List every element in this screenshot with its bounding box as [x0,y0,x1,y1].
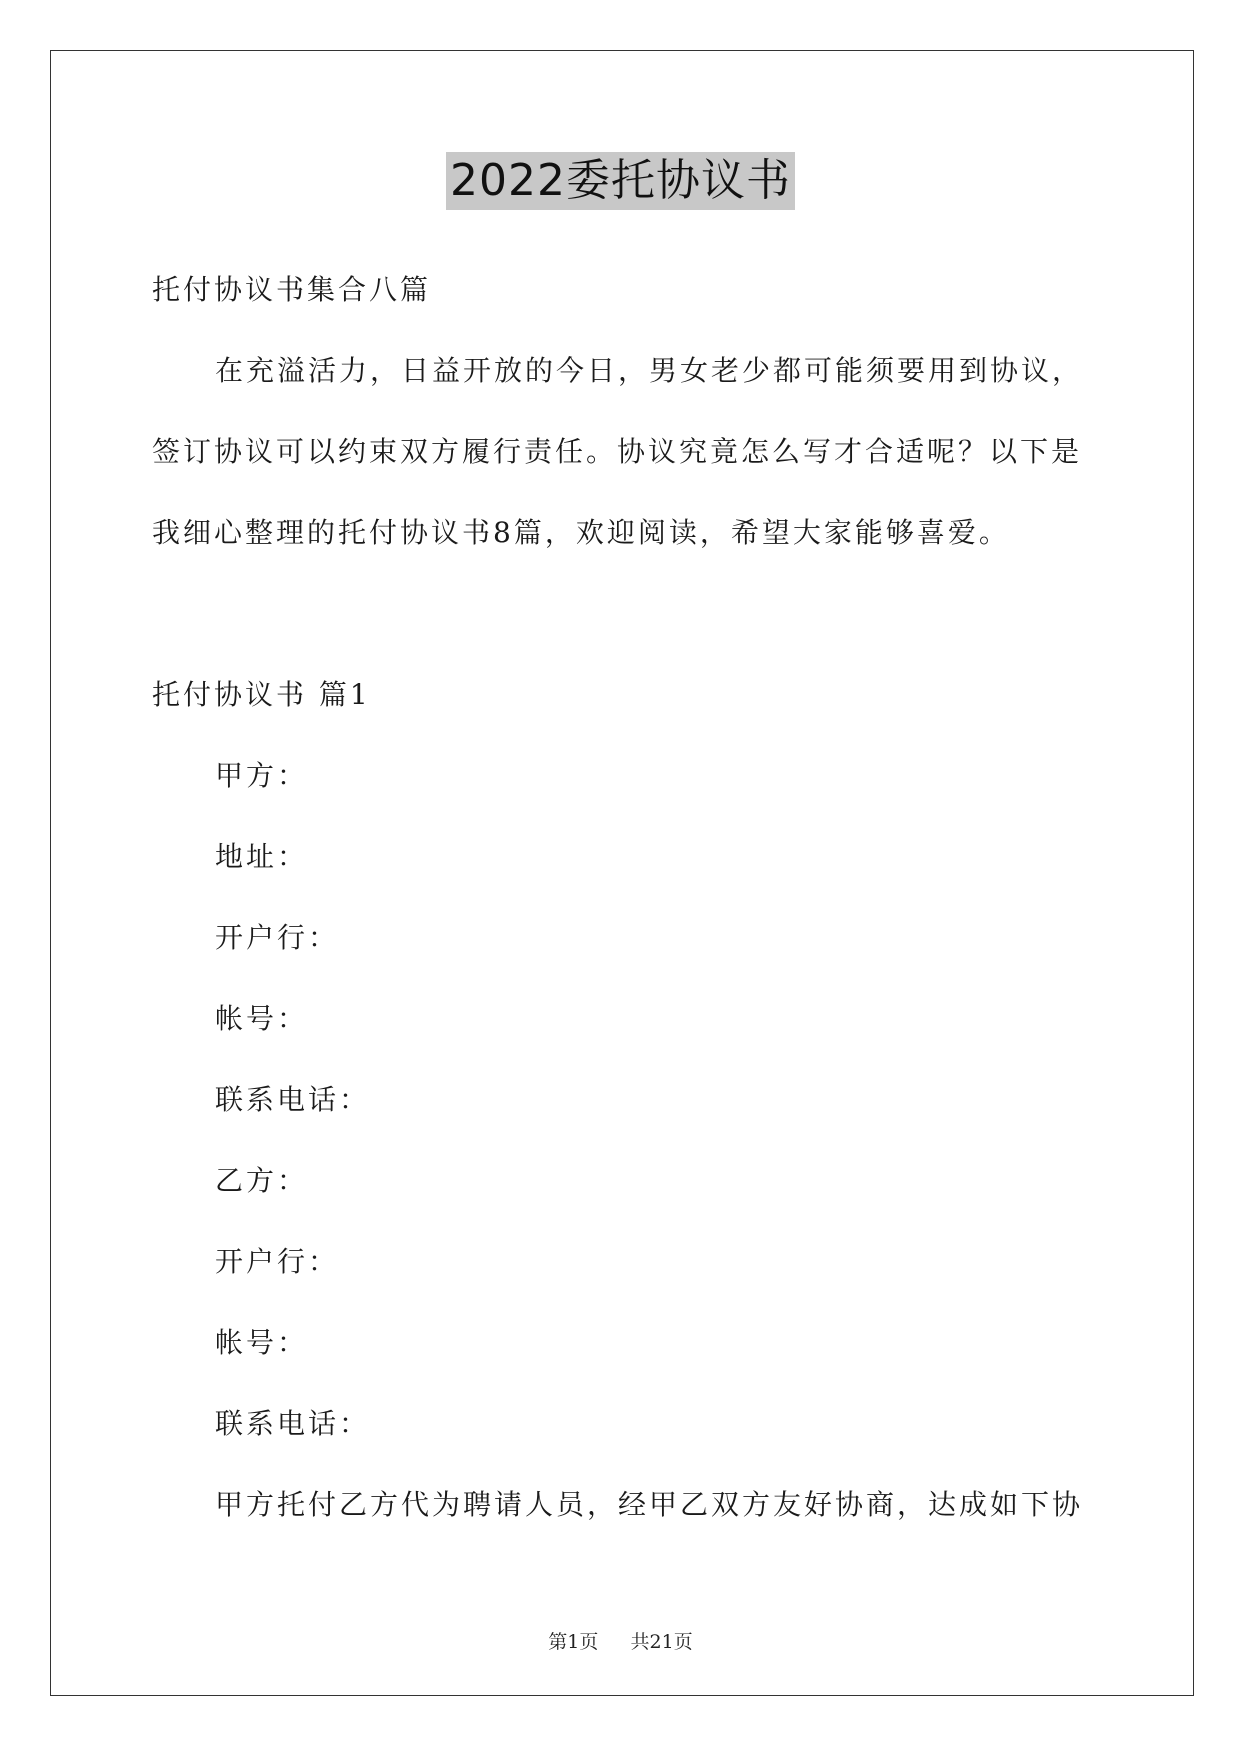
body-paragraph-line: 甲方托付乙方代为聘请人员，经甲乙双方友好协商，达成如下协 [215,1488,1084,1521]
field-party-a: 甲方： [215,759,309,792]
field-address: 地址： [215,840,309,873]
field-account-a: 帐号： [215,1002,309,1035]
section-heading: 托付协议书 篇1 [152,678,371,711]
field-party-b: 乙方： [215,1164,309,1197]
subtitle: 托付协议书集合八篇 [152,273,432,306]
field-bank-b: 开户行： [215,1245,340,1278]
intro-line-1: 在充溢活力，日益开放的今日，男女老少都可能须要用到协议， [215,354,1084,387]
page-number: 第1页 [548,1631,599,1653]
document-title: 2022委托协议书 [446,152,795,210]
intro-line-2: 签订协议可以约束双方履行责任。协议究竟怎么写才合适呢？以下是 [152,435,1083,468]
field-account-b: 帐号： [215,1326,309,1359]
field-phone-b: 联系电话： [215,1407,371,1440]
intro-line-3: 我细心整理的托付协议书8篇，欢迎阅读，希望大家能够喜爱。 [152,516,1010,549]
field-bank-a: 开户行： [215,921,340,954]
page-footer [0,1630,1241,1654]
page-total: 共21页 [630,1631,693,1653]
title-container [0,152,1241,210]
field-phone-a: 联系电话： [215,1083,371,1116]
